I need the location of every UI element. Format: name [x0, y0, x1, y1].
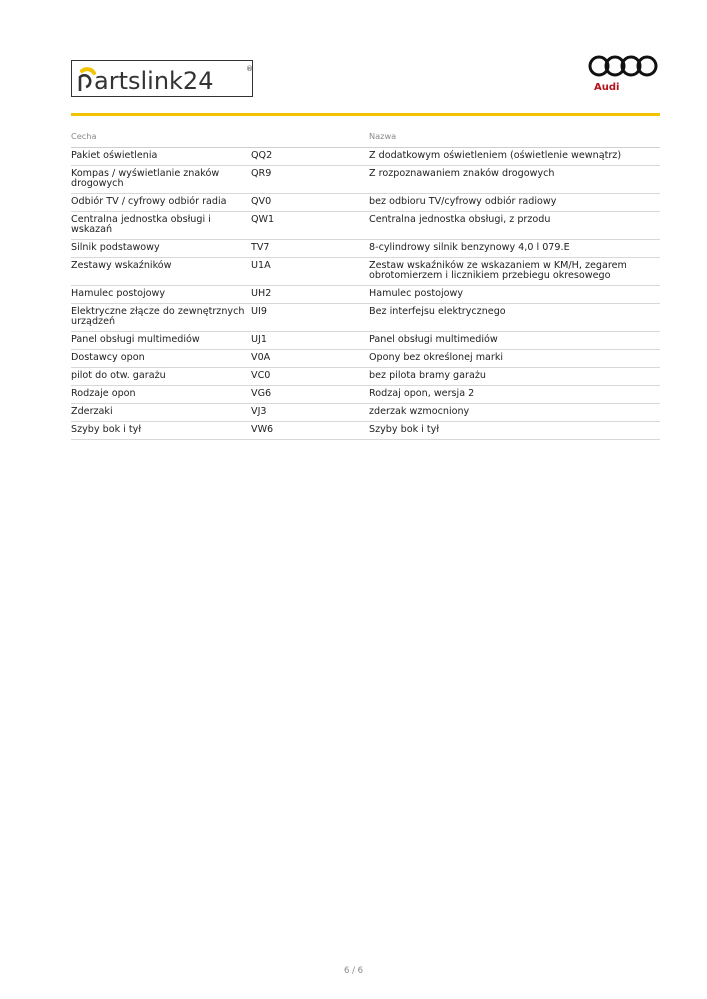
table-row: [71, 240, 660, 258]
table-row: [71, 386, 660, 404]
cell-feature: Centralna jednostka obsługi i wskazań: [71, 212, 251, 240]
table-row: [71, 404, 660, 422]
logo-text: artslink24: [94, 67, 214, 95]
cell-feature: Elektryczne złącze do zewnętrznych urządzeń: [71, 304, 251, 332]
cell-feature: Zderzaki: [71, 404, 251, 422]
registered-mark: ®: [246, 65, 253, 73]
cell-code: UJ1: [251, 332, 369, 350]
cell-feature: Zestawy wskaźników: [71, 258, 251, 286]
partslink24-logo: [71, 60, 253, 97]
cell-feature: Kompas / wyświetlanie znaków drogowych: [71, 166, 251, 194]
cell-name: Hamulec postojowy: [369, 286, 660, 304]
table-row: [71, 148, 660, 166]
make-name: Audi: [594, 82, 620, 93]
cell-name: Bez interfejsu elektrycznego: [369, 304, 660, 332]
table-row: [71, 286, 660, 304]
table-row: [71, 422, 660, 440]
cell-code: UH2: [251, 286, 369, 304]
cell-feature: Hamulec postojowy: [71, 286, 251, 304]
table-row: [71, 258, 660, 286]
cell-feature: Odbiór TV / cyfrowy odbiór radia: [71, 194, 251, 212]
cell-name: Z dodatkowym oświetleniem (oświetlenie wewnątrz): [369, 148, 660, 166]
cell-name: zderzak wzmocniony: [369, 404, 660, 422]
cell-code: QV0: [251, 194, 369, 212]
cell-name: Z rozpoznawaniem znaków drogowych: [369, 166, 660, 194]
cell-code: V0A: [251, 350, 369, 368]
table-row: [71, 368, 660, 386]
cell-code: VJ3: [251, 404, 369, 422]
cell-feature: Panel obsługi multimediów: [71, 332, 251, 350]
accent-rule: [71, 113, 660, 116]
cell-code: U1A: [251, 258, 369, 286]
table-row: [71, 350, 660, 368]
cell-feature: Dostawcy opon: [71, 350, 251, 368]
cell-code: QQ2: [251, 148, 369, 166]
column-header-code: [251, 128, 369, 148]
table-row: [71, 194, 660, 212]
partslink24-logo-mark: [72, 61, 254, 98]
cell-feature: Rodzaje opon: [71, 386, 251, 404]
cell-feature: Pakiet oświetlenia: [71, 148, 251, 166]
cell-name: Panel obsługi multimediów: [369, 332, 660, 350]
cell-name: Centralna jednostka obsługi, z przodu: [369, 212, 660, 240]
table-header-row: [71, 128, 660, 148]
cell-code: VW6: [251, 422, 369, 440]
cell-code: UI9: [251, 304, 369, 332]
cell-code: VC0: [251, 368, 369, 386]
cell-code: QW1: [251, 212, 369, 240]
column-header-feature: Cecha: [71, 128, 251, 148]
cell-name: 8-cylindrowy silnik benzynowy 4,0 l 079.E: [369, 240, 660, 258]
cell-name: bez odbioru TV/cyfrowy odbiór radiowy: [369, 194, 660, 212]
table-row: [71, 212, 660, 240]
cell-code: VG6: [251, 386, 369, 404]
table-row: [71, 332, 660, 350]
cell-name: Zestaw wskaźników ze wskazaniem w KM/H, zegarem obrotomierzem i licznikiem przebiegu okresowego: [369, 258, 660, 286]
cell-code: QR9: [251, 166, 369, 194]
cell-name: Szyby bok i tył: [369, 422, 660, 440]
cell-name: bez pilota bramy garażu: [369, 368, 660, 386]
table-row: [71, 166, 660, 194]
cell-name: Opony bez określonej marki: [369, 350, 660, 368]
cell-feature: Szyby bok i tył: [71, 422, 251, 440]
cell-feature: pilot do otw. garażu: [71, 368, 251, 386]
cell-feature: Silnik podstawowy: [71, 240, 251, 258]
column-header-name: Nazwa: [369, 128, 660, 148]
table-row: [71, 304, 660, 332]
equipment-table: [71, 128, 660, 440]
cell-code: TV7: [251, 240, 369, 258]
cell-name: Rodzaj opon, wersja 2: [369, 386, 660, 404]
page-indicator: 6 / 6: [343, 966, 364, 976]
